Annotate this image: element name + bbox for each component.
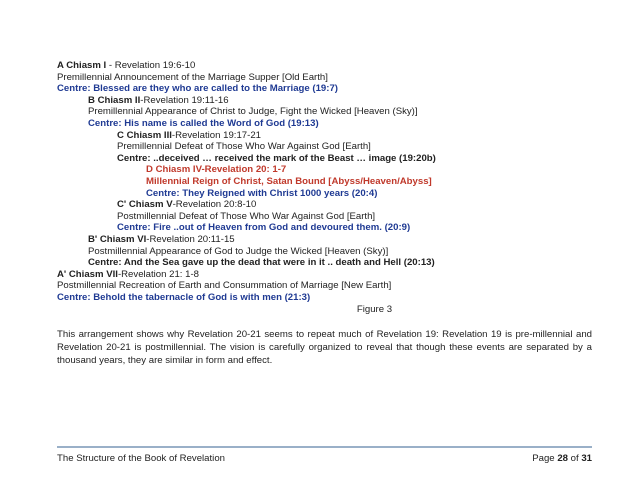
- chiasm-c-desc: Premillennial Defeat of Those Who War Against God [Earth]: [117, 141, 371, 153]
- page-word: Page: [532, 453, 558, 464]
- footer-title: The Structure of the Book of Revelation: [57, 453, 225, 464]
- page-number: [532, 453, 592, 464]
- chiasm-c-centre: Centre: ..deceived … received the mark of the Beast … image (19:20b): [117, 152, 436, 164]
- chiasm-a2-heading: [57, 269, 592, 281]
- chiasm-c2-centre: Centre: Fire ..out of Heaven from God and devoured them. (20:9): [117, 222, 411, 234]
- chiasm-c-heading: [57, 130, 592, 142]
- chiasm-a2-centre: Centre: Behold the tabernacle of God is with men (21:3): [57, 291, 311, 303]
- chiasm-a2-label: A' Chiasm VII: [57, 268, 118, 280]
- chiasm-b2-heading: [57, 234, 592, 246]
- chiasm-b2-desc: Postmillennial Appearance of God to Judge the Wicked [Heaven (Sky)]: [88, 245, 389, 257]
- chiasm-a-centre: Centre: Blessed are they who are called to the Marriage (19:7): [57, 83, 338, 95]
- chiasm-b-centre: Centre: His name is called the Word of God (19:13): [88, 117, 319, 129]
- chiasm-b2-label: B' Chiasm VI: [88, 233, 147, 245]
- figure-caption: Figure 3: [356, 304, 393, 316]
- chiasm-b-desc: Premillennial Appearance of Christ to Judge, Fight the Wicked [Heaven (Sky)]: [88, 106, 418, 118]
- chiasm-a-heading: [57, 60, 592, 72]
- chiasm-c-ref: -Revelation 19:17-21: [171, 129, 261, 141]
- page-total: 31: [581, 453, 592, 464]
- chiasm-d-desc: Millennial Reign of Christ, Satan Bound [Abyss/Heaven/Abyss]: [146, 175, 432, 187]
- chiasm-c2-ref: -Revelation 20:8-10: [172, 199, 257, 211]
- chiasm-d-heading: D Chiasm IV-Revelation 20: 1-7: [146, 164, 287, 176]
- chiasm-d-centre: Centre: They Reigned with Christ 1000 years (20:4): [146, 187, 378, 199]
- chiasm-c2-desc: Postmillennial Defeat of Those Who War Against God [Earth]: [117, 210, 376, 222]
- chiasm-a-label: A Chiasm I: [57, 60, 107, 71]
- chiasm-b-label: B Chiasm II: [88, 94, 141, 106]
- body-paragraph: This arrangement shows why Revelation 20-21 seems to repeat much of Revelation 19: Revelation 19 is pre-millennial and Revelation 20-21 is postmillennial. The vision is carefully organized to reveal that though these events are separated by a thousand years, they are similar in form and effect.: [57, 329, 592, 367]
- chiasm-a2-ref: -Revelation 21: 1-8: [117, 268, 199, 280]
- chiasm-c-label: C Chiasm III: [117, 129, 172, 141]
- chiasm-c2-heading: [57, 199, 592, 211]
- chiasm-b2-centre: Centre: And the Sea gave up the dead that were in it .. death and Hell (20:13): [88, 257, 435, 269]
- chiasm-a-desc: Premillennial Announcement of the Marriage Supper [Old Earth]: [57, 71, 328, 83]
- chiasm-a-ref: - Revelation 19:6-10: [106, 60, 196, 71]
- page-current: 28: [557, 453, 568, 464]
- chiasm-outline: [57, 60, 592, 367]
- chiasm-b-ref: -Revelation 19:11-16: [140, 94, 229, 106]
- chiasm-c2-label: C' Chiasm V: [117, 199, 173, 211]
- chiasm-b-heading: [57, 95, 592, 107]
- footer-rule: [57, 446, 592, 448]
- chiasm-b2-ref: -Revelation 20:11-15: [146, 233, 235, 245]
- chiasm-a2-desc: Postmillennial Recreation of Earth and Consummation of Marriage [New Earth]: [57, 280, 392, 292]
- of-word: of: [567, 453, 582, 464]
